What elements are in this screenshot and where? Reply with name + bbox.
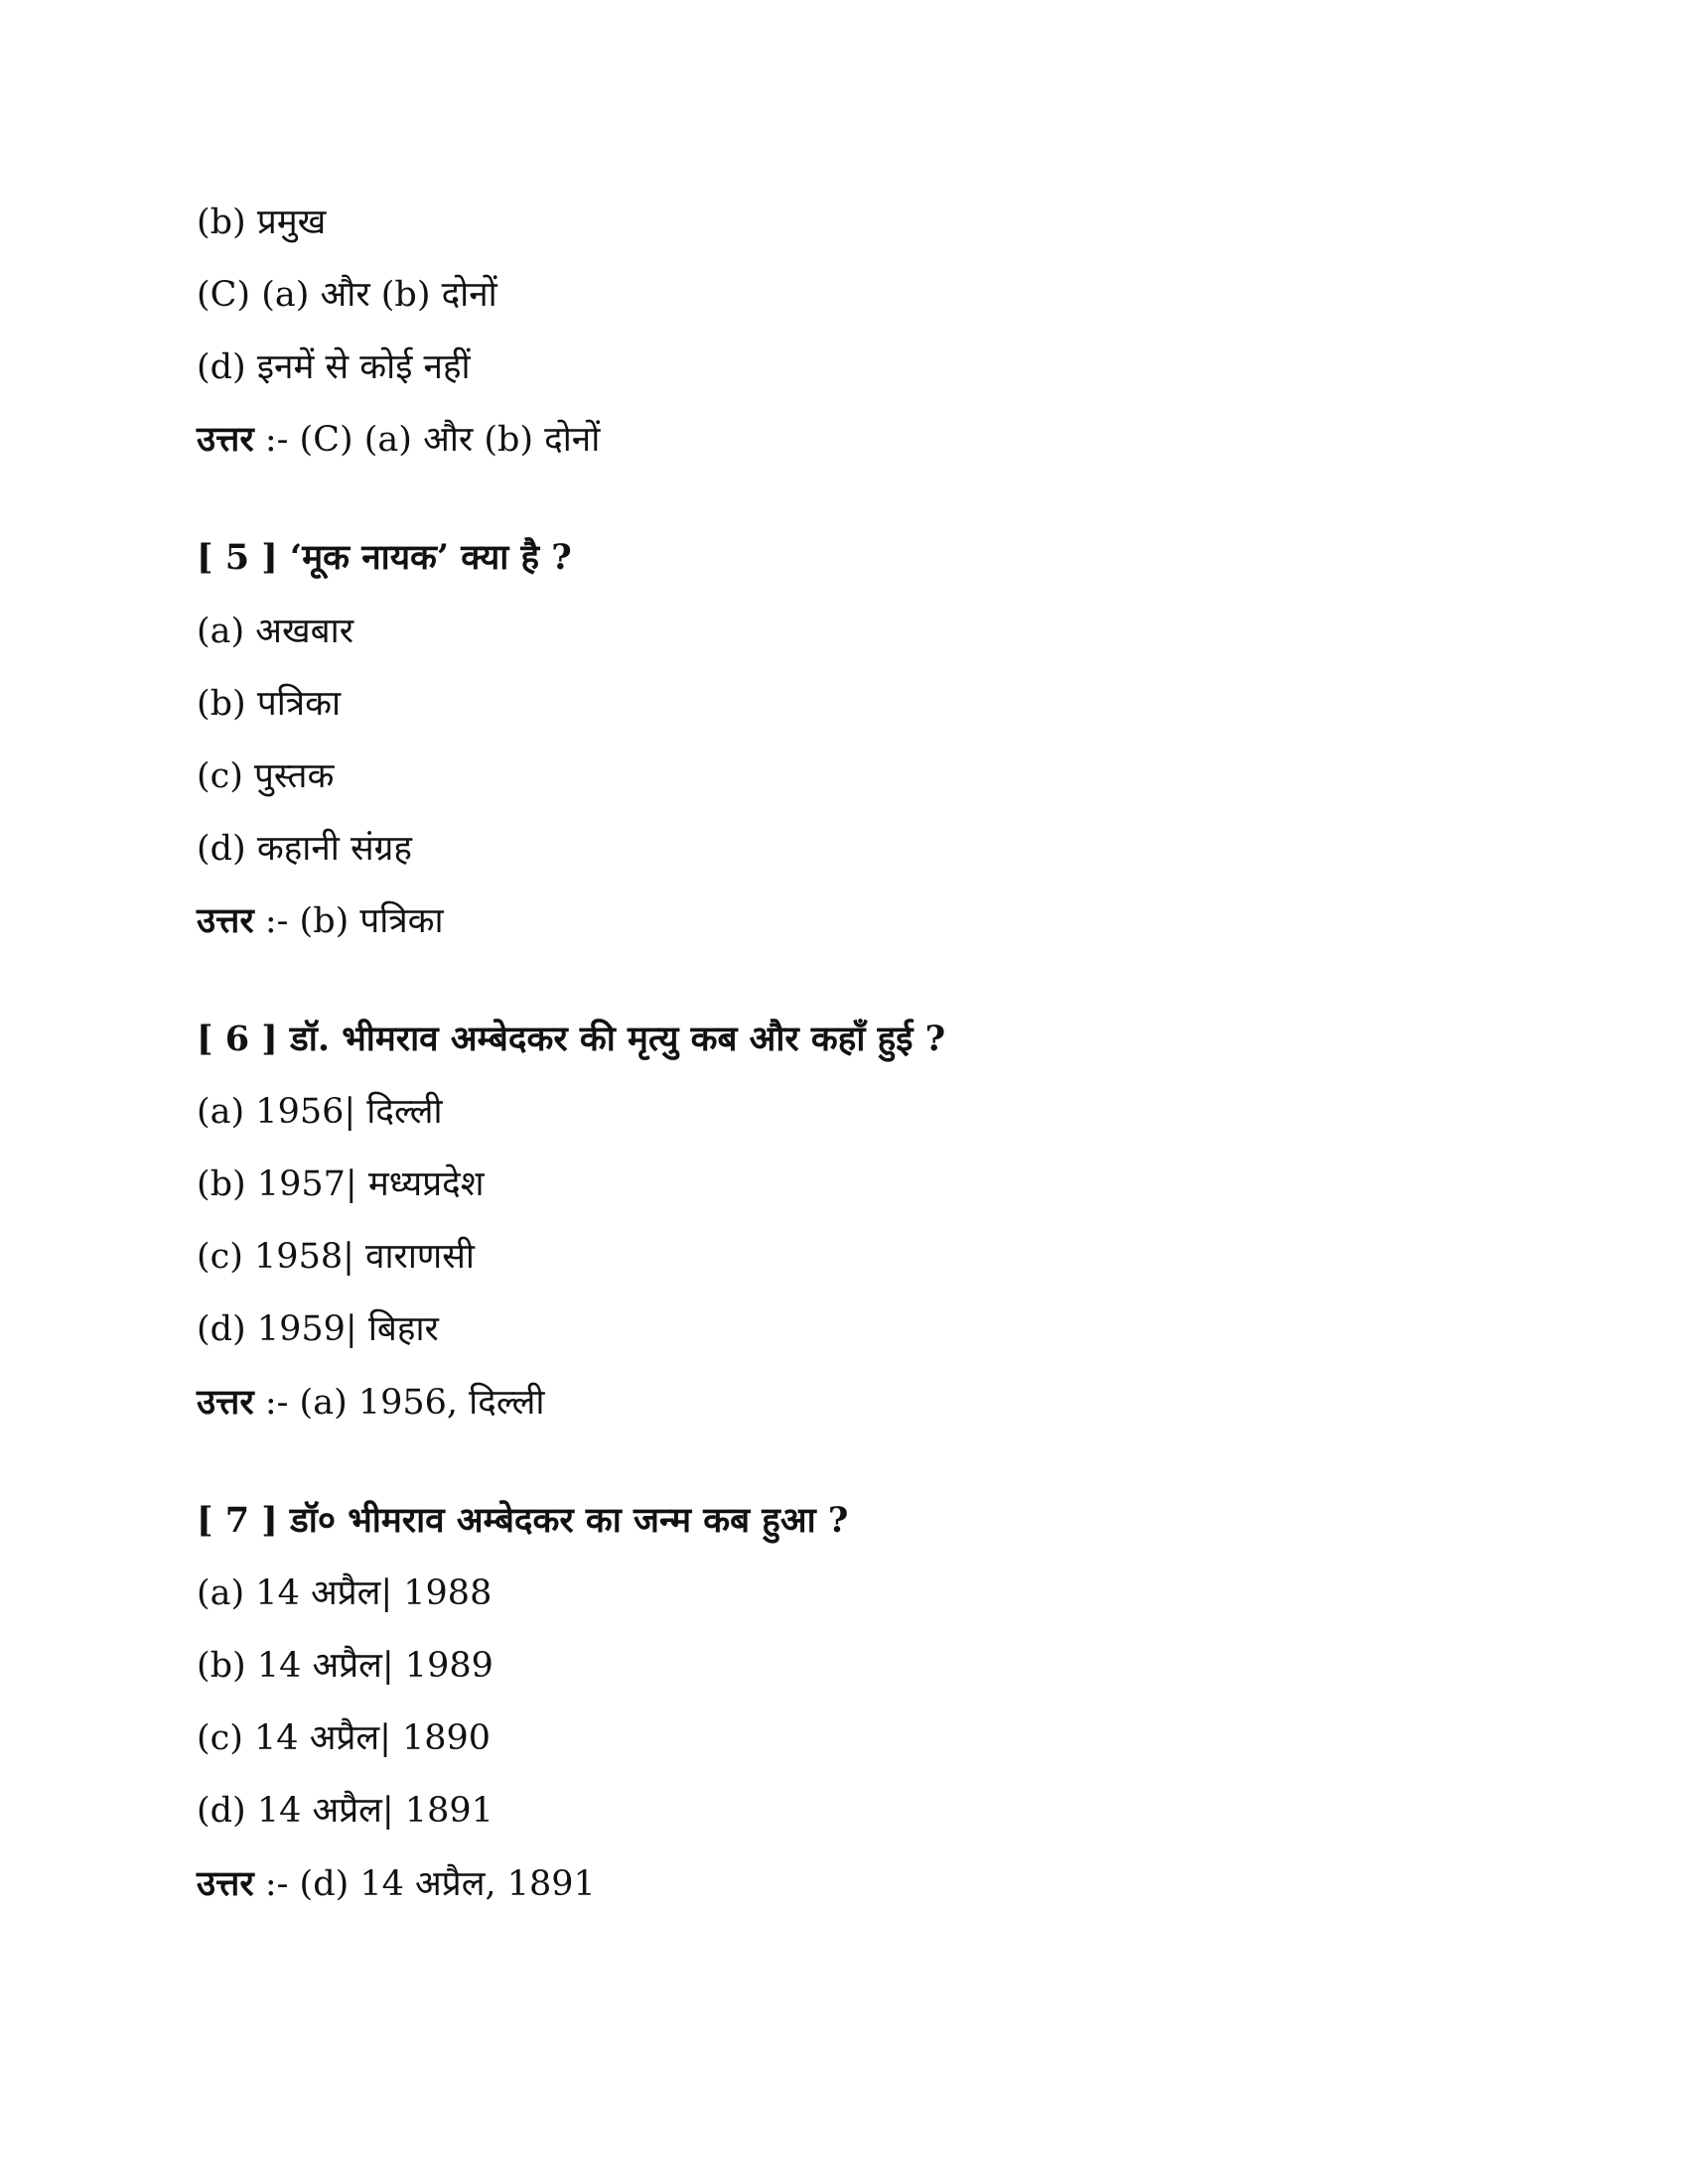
q7-option-c: (c) 14 अप्रैल| 1890	[197, 1718, 492, 1758]
q6-option-d: (d) 1959| बिहार	[197, 1309, 439, 1349]
q5-question: [ 5 ] ‘मूक नायक’ क्या है ?	[197, 537, 572, 578]
answer-label: उत्तर	[197, 419, 254, 460]
q4-option-d: (d) इनमें से कोई नहीं	[197, 347, 471, 387]
q7-option-b: (b) 14 अप्रैल| 1989	[197, 1646, 493, 1686]
q4-option-c: (C) (a) और (b) दोनों	[197, 275, 497, 315]
q7-option-a: (a) 14 अप्रैल| 1988	[197, 1573, 492, 1613]
answer-text: :- (C) (a) और (b) दोनों	[253, 420, 601, 460]
q6-answer	[197, 1379, 544, 1427]
answer-label: उत्तर	[197, 1382, 254, 1423]
q5-option-a: (a) अखबार	[197, 612, 354, 651]
answer-label: उत्तर	[197, 1863, 254, 1904]
q7-answer	[197, 1860, 596, 1908]
answer-text: :- (a) 1956, दिल्ली	[253, 1383, 545, 1423]
q7-question: [ 7 ] डॉ० भीमराव अम्बेदकर का जन्म कब हुआ ?	[197, 1500, 849, 1541]
q6-option-a: (a) 1956| दिल्ली	[197, 1092, 443, 1132]
q5-option-c: (c) पुस्तक	[197, 756, 335, 796]
answer-text: :- (b) पत्रिका	[253, 901, 444, 941]
answer-text: :- (d) 14 अप्रैल, 1891	[253, 1864, 596, 1904]
answer-label: उत्तर	[197, 900, 254, 941]
q5-answer	[197, 897, 444, 945]
q5-option-d: (d) कहानी संग्रह	[197, 829, 412, 869]
q5-option-b: (b) पत्रिका	[197, 684, 342, 724]
q6-option-c: (c) 1958| वाराणसी	[197, 1237, 475, 1277]
q4-option-b: (b) प्रमुख	[197, 203, 327, 242]
q4-answer	[197, 416, 600, 464]
q6-option-b: (b) 1957| मध्यप्रदेश	[197, 1164, 485, 1204]
q6-question: [ 6 ] डॉ. भीमराव अम्बेदकर की मृत्यु कब और कहाँ हुई ?	[197, 1019, 946, 1059]
q7-option-d: (d) 14 अप्रैल| 1891	[197, 1791, 493, 1831]
